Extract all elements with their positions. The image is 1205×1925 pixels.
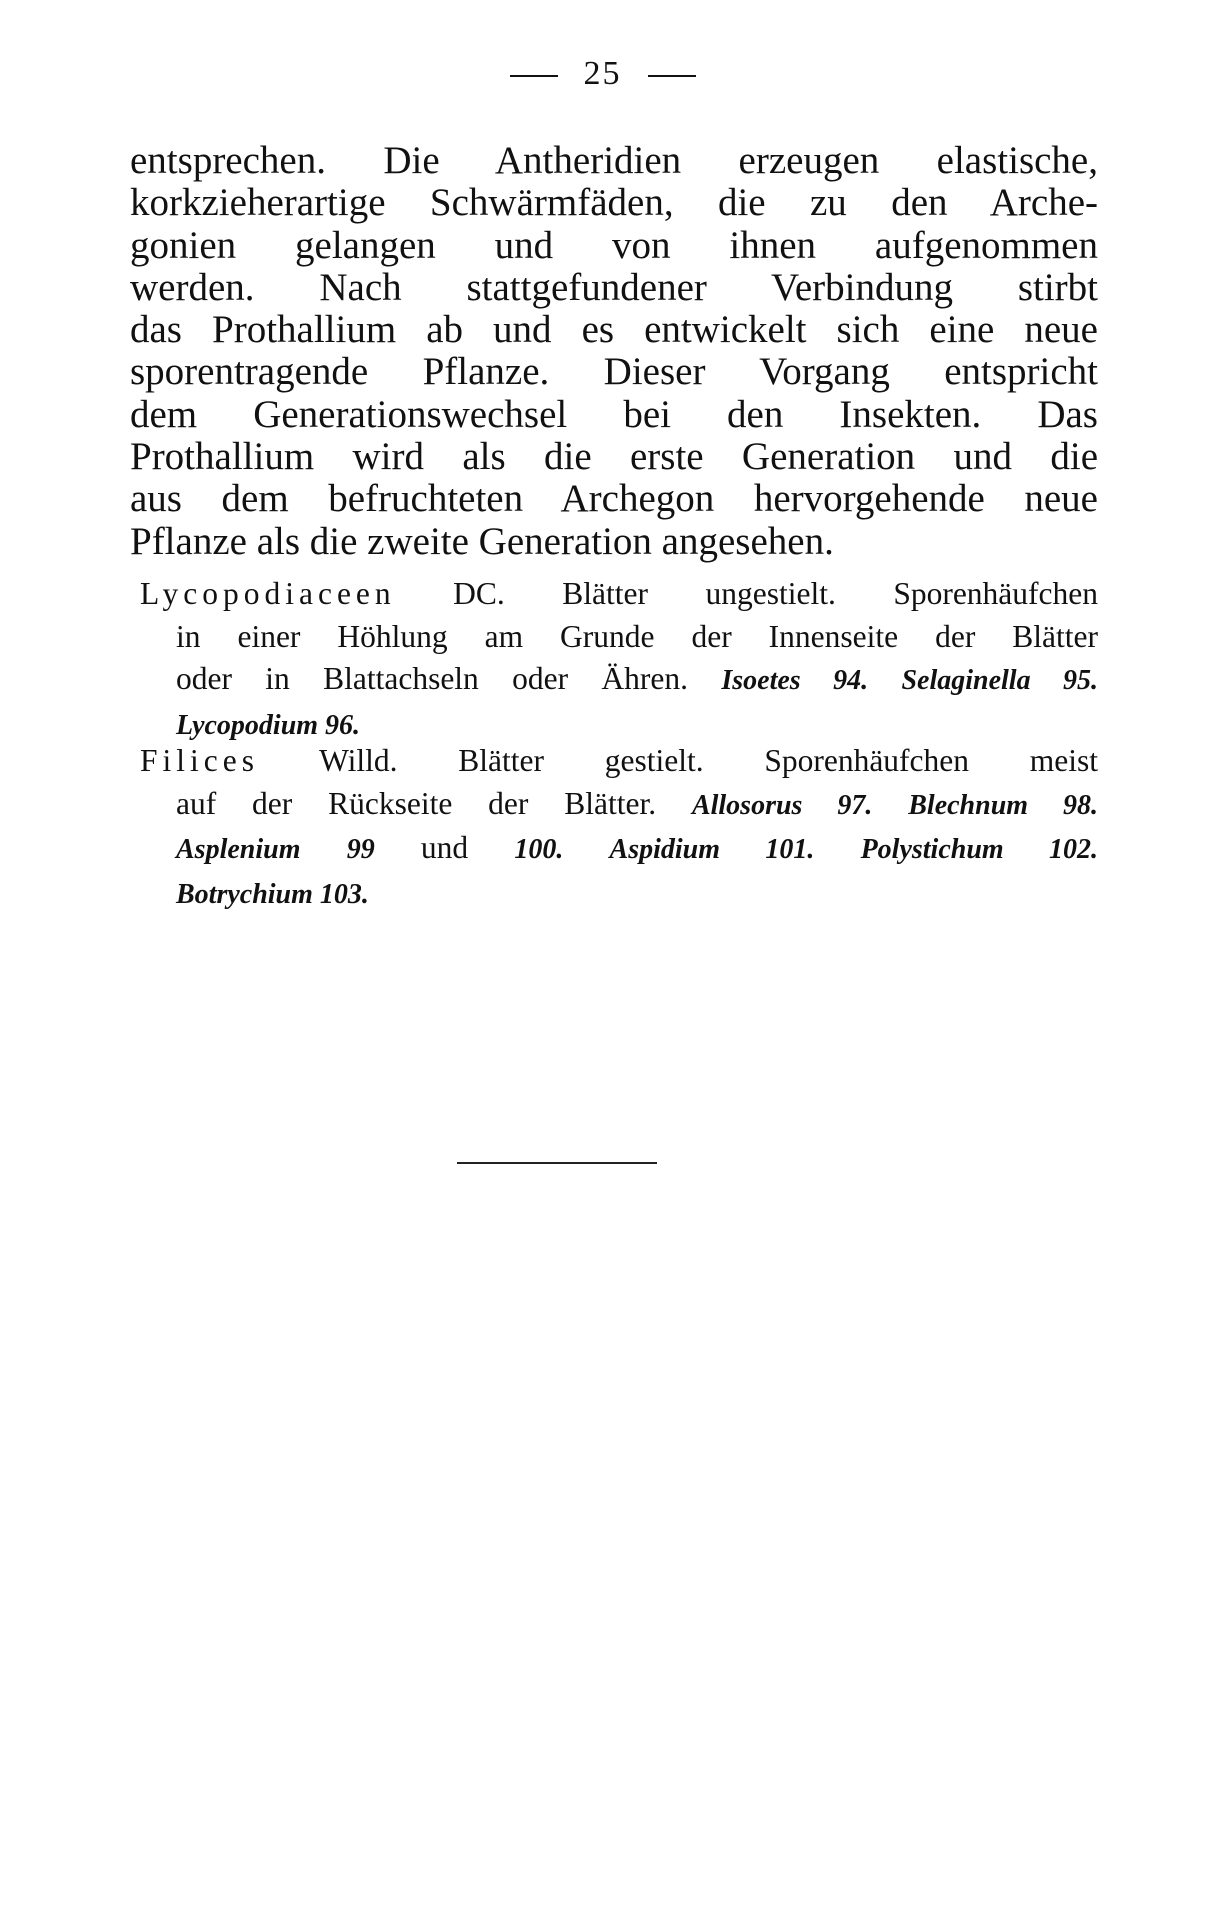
family-name: Lycopodiaceen [140,576,396,611]
genus-reference: Selaginella 95. [901,665,1099,696]
section-divider [457,1162,657,1164]
entry-text: auf der Rückseite der Blätter. [176,785,657,821]
body-line: korkzieherartige Schwärmfäden, die zu den Arche- [130,181,1098,225]
entry-filices [140,740,1098,916]
left-dash [510,75,558,77]
genus-reference: Botrychium 103. [176,878,369,910]
body-line: gonien gelangen und von ihnen aufgenommen [130,223,1098,267]
entry-text: oder in Blattachseln oder Ähren. [176,661,689,696]
genus-reference: Blechnum 98. [908,789,1099,821]
entry-lycopodiaceen [140,573,1098,747]
body-line: sporentragende Pflanze. Dieser Vorgang entspricht [130,350,1098,394]
entry-text: in einer Höhlung am Grunde der Innenseite der Blätter [176,618,1098,654]
genus-reference: 100. [514,834,564,865]
right-dash [648,75,696,77]
body-line: das Prothallium ab und es entwickelt sich eine neue [130,308,1098,352]
body-line: Prothallium wird als die erste Generation und die [130,435,1098,479]
body-paragraph [130,140,1098,563]
genus-reference: 99 [346,834,375,865]
body-line: dem Generationswechsel bei den Insekten. Das [130,392,1098,436]
body-line: Pflanze als die zweite Generation angesehen. [130,519,834,563]
entry-text: und [420,830,469,865]
entry-text: Blätter ungestielt. Sporenhäufchen [562,576,1098,611]
entry-text: Blätter gestielt. Sporenhäufchen meist [458,743,1098,778]
genus-reference: Polystichum 102. [860,834,1099,865]
genus-reference: Allosorus 97. [691,789,873,821]
page-number: 25 [583,55,622,92]
family-author: Willd. [319,743,398,778]
genus-reference: Lycopodium 96. [176,709,361,741]
genus-reference: Asplenium [176,834,301,865]
body-line: aus dem befruchteten Archegon hervorgehende neue [130,477,1098,521]
body-line: werden. Nach stattgefundener Verbindung stirbt [130,265,1098,309]
family-author: DC. [453,576,505,611]
family-name: Filices [140,743,259,778]
genus-reference: Isoetes 94. [721,665,869,696]
page-header [0,55,1205,93]
genus-reference: Aspidium 101. [609,834,815,865]
body-line: entsprechen. Die Antheridien erzeugen elastische, [130,139,1098,182]
